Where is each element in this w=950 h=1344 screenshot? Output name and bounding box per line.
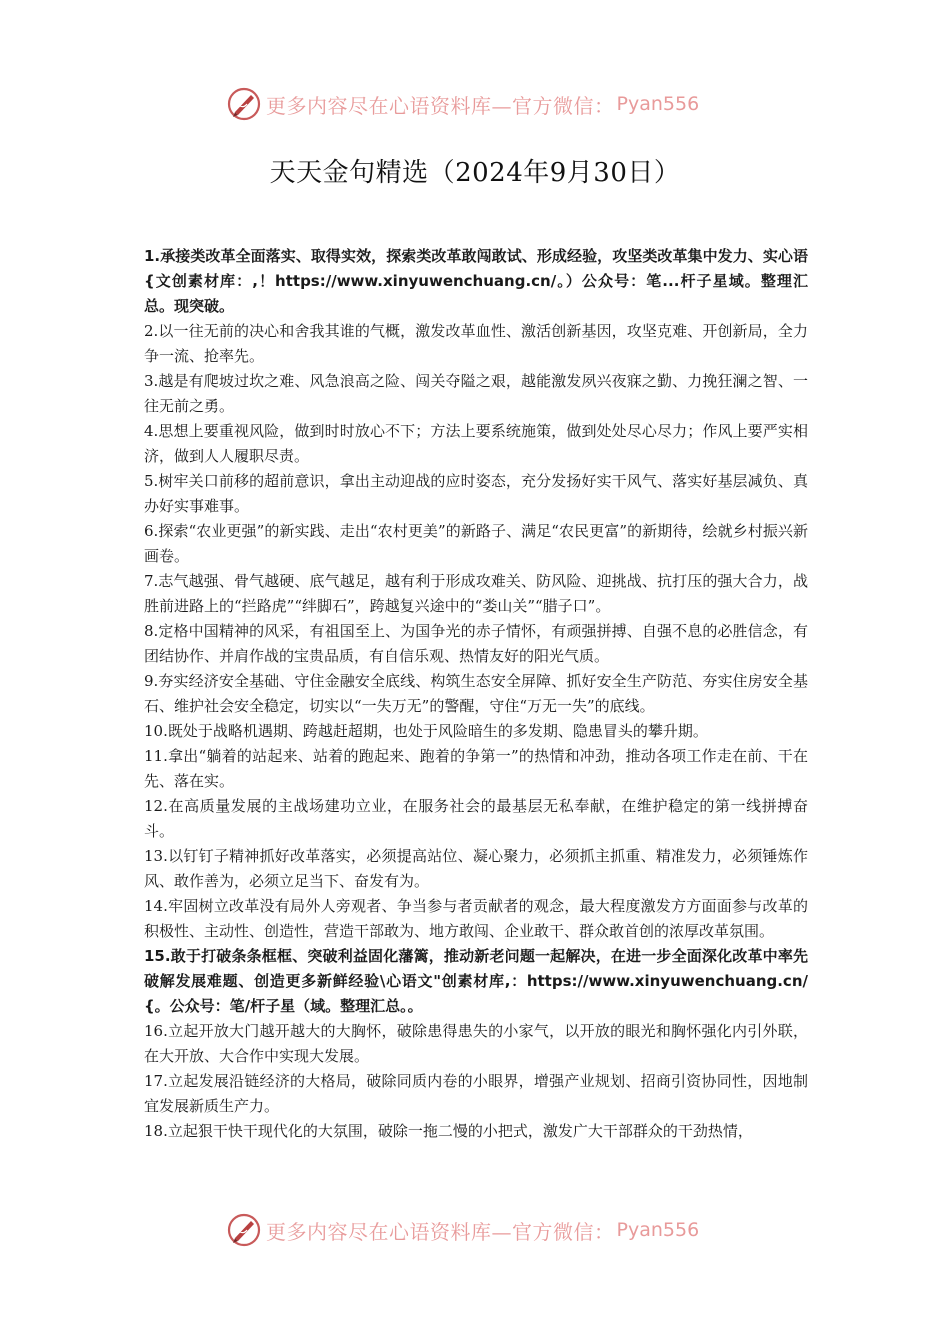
pen-logo-icon: [226, 86, 262, 122]
watermark-wechat-id: Pyan556: [616, 1219, 700, 1241]
list-item: 17.立起发展沿链经济的大格局，破除同质内卷的小眼界，增强产业规划、招商引资协同性，因地制宜发展新质生产力。: [144, 1072, 808, 1115]
list-item: 12.在高质量发展的主战场建功立业，在服务社会的最基层无私奉献，在维护稳定的第一线拼搏奋斗。: [144, 797, 808, 840]
list-item: 5.树牢关口前移的超前意识，拿出主动迎战的应时姿态，充分发扬好实干风气、落实好基层减负、真办好实事难事。: [144, 472, 808, 515]
pen-logo-icon: [226, 1212, 262, 1248]
list-item: 14.牢固树立改革没有局外人旁观者、争当参与者贡献者的观念，最大程度激发方方面面参与改革的积极性、主动性、创造性，营造干部敢为、地方敢闯、企业敢干、群众敢首创的浓厚改革氛围。: [144, 897, 808, 940]
list-item: 2.以一往无前的决心和舍我其谁的气概，激发改革血性、激活创新基因，攻坚克难、开创新局，全力争一流、抢率先。: [144, 322, 808, 365]
list-item: 18.立起狠干快干现代化的大氛围，破除一拖二慢的小把式，激发广大干部群众的干劲热情，: [144, 1122, 753, 1140]
list-item: 1.承接类改革全面落实、取得实效，探索类改革敢闯敢试、形成经验，攻坚类改革集中发力、实心语{文创素材库：,！https://www.xinyuwenchuang.cn/。）公众号：笔...杆子星域。整理汇总。现突破。: [144, 247, 808, 315]
quote-list: [144, 244, 808, 1144]
watermark-wechat-id: Pyan556: [616, 93, 700, 115]
list-item: 11.拿出“躺着的站起来、站着的跑起来、跑着的争第一”的热情和冲劲，推动各项工作走在前、干在先、落在实。: [144, 747, 808, 790]
watermark-text: 更多内容尽在心语资料库—官方微信：: [266, 1219, 615, 1244]
footer-watermark: [0, 1210, 950, 1250]
list-item: 10.既处于战略机遇期、跨越赶超期，也处于风险暗生的多发期、隐患冒头的攀升期。: [144, 722, 708, 740]
list-item: 13.以钉钉子精神抓好改革落实，必须提高站位、凝心聚力，必须抓主抓重、精准发力，必须锤炼作风、敢作善为，必须立足当下、奋发有为。: [144, 847, 808, 890]
list-item: 4.思想上要重视风险，做到时时放心不下；方法上要系统施策，做到处处尽心尽力；作风上要严实相济，做到人人履职尽责。: [144, 422, 808, 465]
list-item: 7.志气越强、骨气越硬、底气越足，越有利于形成攻难关、防风险、迎挑战、抗打压的强大合力，战胜前进路上的“拦路虎”“绊脚石”，跨越复兴途中的“娄山关”“腊子口”。: [144, 572, 808, 615]
watermark-text: 更多内容尽在心语资料库—官方微信：: [266, 93, 615, 118]
list-item: 8.定格中国精神的风采，有祖国至上、为国争光的赤子情怀，有顽强拼搏、自强不息的必胜信念，有团结协作、并肩作战的宝贵品质，有自信乐观、热情友好的阳光气质。: [144, 622, 808, 665]
list-item: 16.立起开放大门越开越大的大胸怀，破除患得患失的小家气，以开放的眼光和胸怀强化内引外联，在大开放、大合作中实现大发展。: [144, 1022, 808, 1065]
list-item: 6.探索“农业更强”的新实践、走出“农村更美”的新路子、满足“农民更富”的新期待，绘就乡村振兴新画卷。: [144, 522, 808, 565]
list-item: 15.敢于打破条条框框、突破利益固化藩篱，推动新老问题一起解决，在进一步全面深化改革中率先破解发展难题、创造更多新鲜经验\心语文"创素材库,：https://www.xinyuwenchuang.cn/{。公众号：笔/杆子星（域。整理汇总。。: [144, 947, 808, 1015]
header-watermark: [0, 84, 950, 124]
list-item: 3.越是有爬坡过坎之难、风急浪高之险、闯关夺隘之艰，越能激发夙兴夜寐之勤、力挽狂澜之智、一往无前之勇。: [144, 372, 808, 415]
list-item: 9.夯实经济安全基础、守住金融安全底线、构筑生态安全屏障、抓好安全生产防范、夯实住房安全基石、维护社会安全稳定，切实以“一失万无”的警醒，守住“万无一失”的底线。: [144, 672, 808, 715]
page-title: 天天金句精选（2024年9月30日）: [269, 158, 681, 188]
